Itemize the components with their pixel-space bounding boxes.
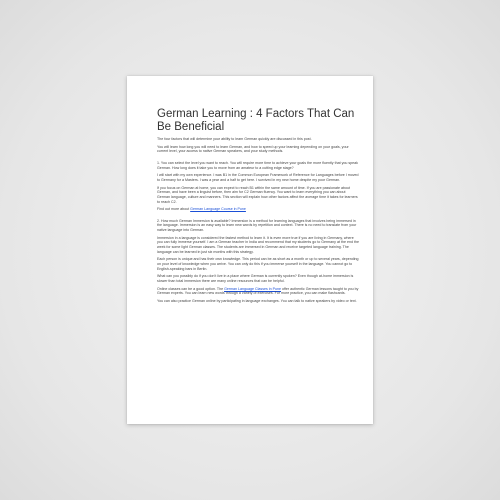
- section1-paragraph-1: 1. You can select the level you want to reach. You will require more time to achieve your goals the more fluently that you speak German. How long does it take you to move from an amateur to a cutting edge stage?: [157, 160, 358, 170]
- online-classes-text: Online classes can be a good option. The: [157, 286, 225, 291]
- page-title: German Learning : 4 Factors That Can Be Beneficial: [157, 108, 355, 133]
- find-out-more-line: [157, 207, 359, 212]
- intro-paragraph-2: You will learn how long you will need to learn German, and how to speed up your learning depending on your goals, your current level, your access to native German speakers, and your study methods.: [157, 144, 349, 154]
- german-classes-pune-link[interactable]: German Language Classes in Pune: [224, 286, 281, 291]
- section2-paragraph-4: What can you possibly do if you don't live in a place where German is currently spoken? Even though at-home immersion is slower than total immersion there are many online resources that can be helpful.: [157, 274, 354, 283]
- section2-paragraph-3: Each person is unique and has their own knowledge. This period can be as short as a month or up to several years, depending on your level of knowledge when you arrive. You can only do this if you immerse yourself in the language. You cannot go to English-speaking bars in Berlin.: [157, 257, 359, 271]
- german-course-pune-link[interactable]: German Language Course in Pune: [190, 207, 246, 212]
- intro-paragraph-1: The four factors that will determine your ability to learn German quickly are discussed in this post.: [157, 137, 312, 141]
- online-classes-text-continued: offer authentic German lessons taught to you by German experts. You can learn new words through a variety of exercises. For more practice, you can make flashcards.: [157, 286, 359, 296]
- find-out-more-text: Find out more about: [157, 207, 191, 212]
- document-page: [127, 76, 373, 424]
- section1-paragraph-2: I will start with my own experience. I was B1 in the Common European Framework of Reference for Languages before I moved to Germany for a Masters. I was a year and a half to get here. I survived in my new home despite my poor German.: [157, 173, 359, 182]
- section2-paragraph-5: [157, 287, 359, 296]
- section1-paragraph-3: If you focus on German at home, you can expect to reach B1 within the same amount of time. If you are passionate about German, and have been a linguist before, then aim for C2 German fluency. You want to learn everything you can about German language, culture and manners. This section will explain how other factors affect the average time it takes for learners to reach C2.: [157, 185, 358, 204]
- section2-paragraph-2: Immersion in a language is considered the fastest method to learn it. It is even more true if you are living in Germany, where you can fully immerse yourself. I am a German teacher in India and recommend that my students go to Germany at the end the week for some light German classes. The students are immersed in German and receive targeted language training. The language can be learned in just six months with this strategy.: [157, 235, 359, 254]
- section2-paragraph-1: 2. How much German Immersion is available? Immersion is a method for learning languages that involves being immersed in the language. Immersion is an easy way to learn new words by repetition and context. There is no need to translate from your native language into German.: [157, 218, 357, 233]
- section2-paragraph-6: You can also practice German online by participating in language exchanges. You can talk to native speakers by video or text.: [157, 299, 357, 304]
